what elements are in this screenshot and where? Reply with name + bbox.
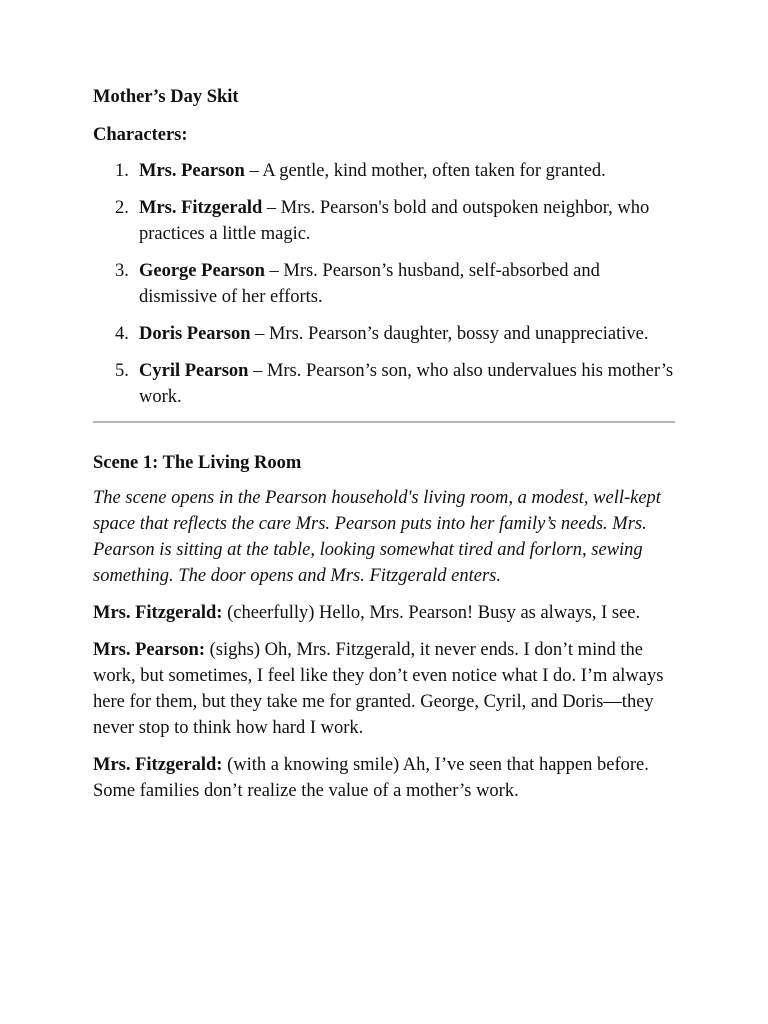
list-item [93,158,675,184]
character-name: Mrs. Pearson [139,161,245,181]
list-number: 4. [115,324,129,344]
dialogue-line [93,600,675,626]
characters-list [93,158,675,410]
character-description: – Mrs. Pearson’s daughter, bossy and unappreciative. [250,324,649,344]
list-item [93,258,675,310]
character-name: George Pearson [139,261,265,281]
character-description: – Mrs. Pearson’s husband, self-absorbed and dismissive of her efforts. [139,261,600,307]
list-number: 3. [115,261,129,281]
dialogue-text: (with a knowing smile) Ah, I’ve seen that happen before. Some families don’t realize the value of a mother’s work. [93,755,649,801]
list-number: 2. [115,198,129,218]
list-item [93,358,675,410]
character-name: Cyril Pearson [139,361,249,381]
character-description: – A gentle, kind mother, often taken for granted. [244,161,606,181]
document-title: Mother’s Day Skit [93,87,239,107]
dialogue-line [93,752,675,804]
dialogue-line [93,637,675,741]
speaker-name: Mrs. Fitzgerald: [93,755,223,775]
character-description: – Mrs. Pearson’s son, who also undervalues his mother’s work. [139,361,674,407]
list-number: 1. [115,161,129,181]
document-page [93,84,675,815]
character-name: Mrs. Fitzgerald [139,198,263,218]
list-number: 5. [115,361,129,381]
stage-direction: The scene opens in the Pearson household's living room, a modest, well-kept space that reflects the care Mrs. Pearson puts into her family’s needs. Mrs. Pearson is sitting at the table, looking somewhat tired and forlorn, sewing something. The door opens and Mrs. Fitzgerald enters. [93,488,661,586]
character-description: – Mrs. Pearson's bold and outspoken neighbor, who practices a little magic. [139,198,650,244]
characters-heading: Characters: [93,125,188,145]
character-name: Doris Pearson [139,324,251,344]
list-item [93,321,675,347]
speaker-name: Mrs. Fitzgerald: [93,603,223,623]
horizontal-divider [93,421,675,423]
list-item [93,195,675,247]
dialogue-text: (sighs) Oh, Mrs. Fitzgerald, it never ends. I don’t mind the work, but sometimes, I feel like they don’t even notice what I do. I’m always here for them, but they take me for granted. George, Cyril, and Doris—they never stop to think how hard I work. [93,640,664,738]
speaker-name: Mrs. Pearson: [93,640,205,660]
scene-heading: Scene 1: The Living Room [93,453,302,473]
dialogue-text: (cheerfully) Hello, Mrs. Pearson! Busy as always, I see. [222,603,641,623]
